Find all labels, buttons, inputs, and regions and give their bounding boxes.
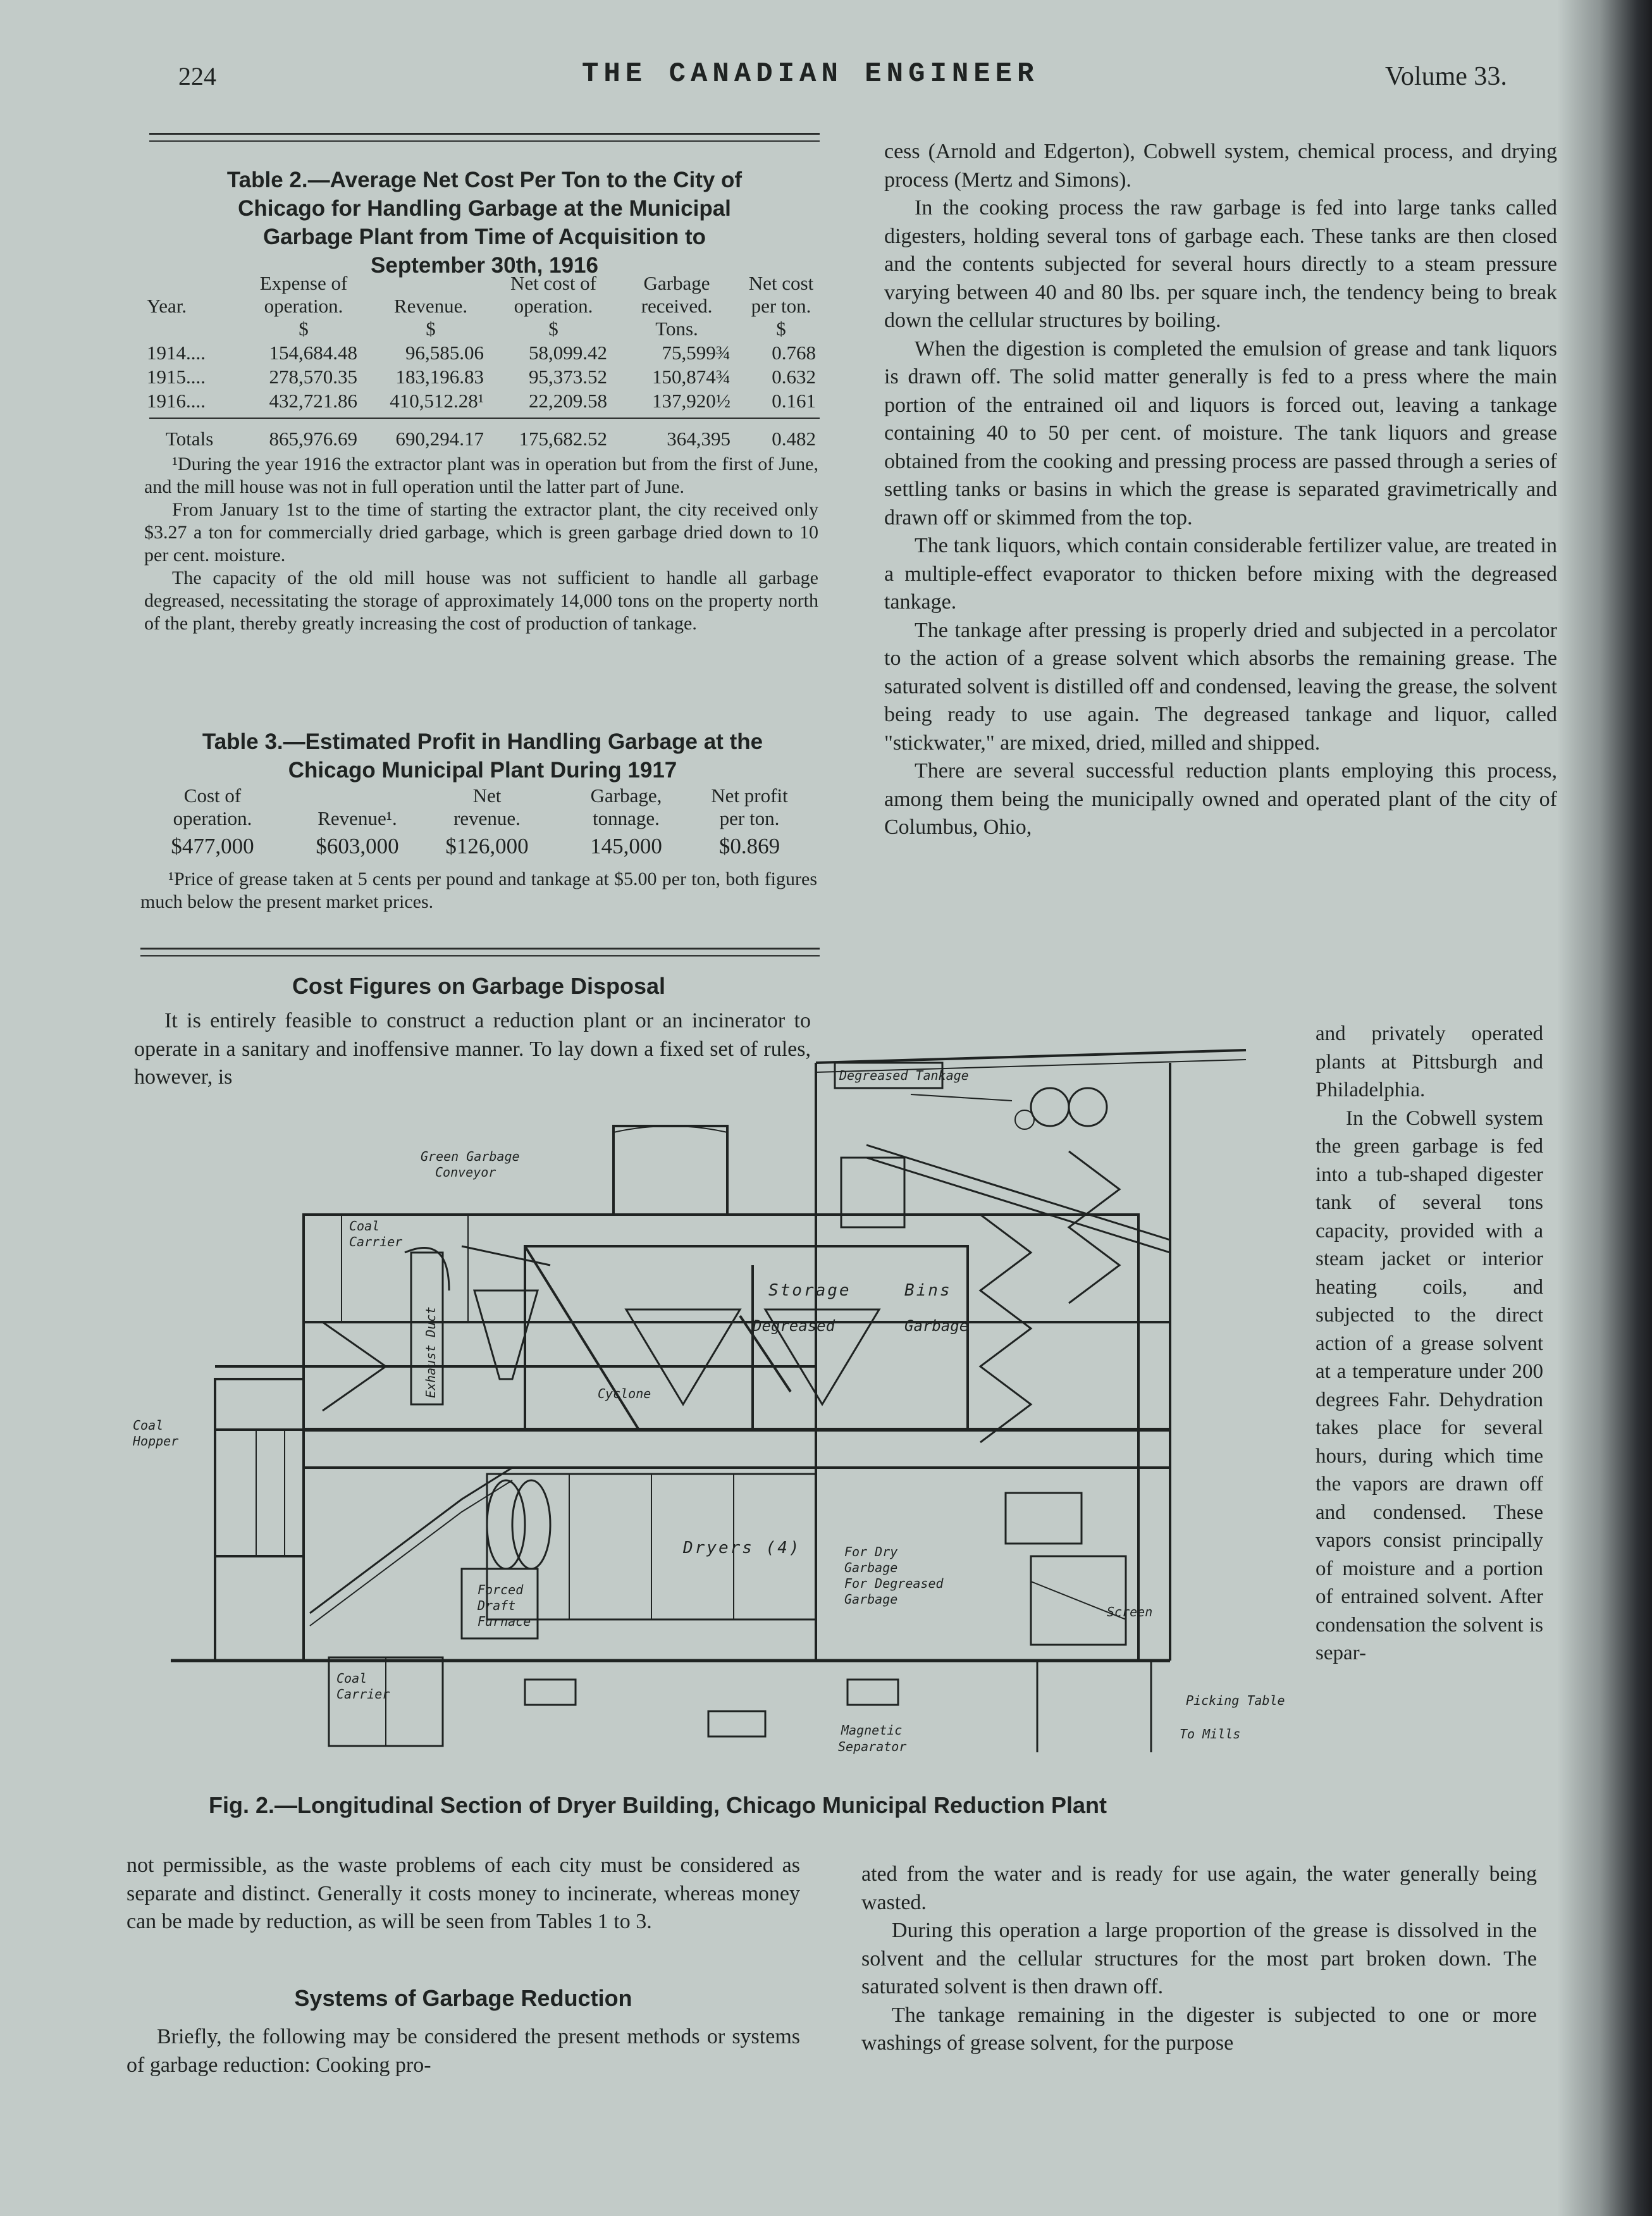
figure-label: Garbage bbox=[904, 1317, 969, 1335]
section-heading-systems: Systems of Garbage Reduction bbox=[294, 1985, 632, 2011]
footnote: The capacity of the old mill house was not sufficient to handle all garbage degreased, necessitating the storage of approximately 14,000 tons on the property north of the plant, thereby greatly increasing the cost of production of tankage. bbox=[144, 567, 818, 634]
table2-unit: Tons. bbox=[655, 318, 698, 340]
table2-top-rule bbox=[149, 133, 820, 135]
paragraph: In the Cobwell system the green garbage is fed into a tub-shaped digester tank of several tons capacity, provided with a steam jacket or interior heating coils, and subjected to the direct action of a grease solvent at a temperature under 200 degrees Fahr. Dehydration takes place for several hours, during which time the vapors are drawn off and condensed. These vapors consist principally of moisture and a portion of entrained solvent. After condensation the solvent is separ- bbox=[1316, 1106, 1543, 1664]
paragraph: not permissible, as the waste problems of each city must be considered as separate and distinct. Generally it costs money to incinerate, whereas money can be made by reduction, as will be seen from Tables 1 to 3. bbox=[126, 1854, 800, 1933]
table2-cell: 58,099.42 bbox=[529, 342, 607, 364]
left-paragraph-2 bbox=[126, 2023, 800, 2079]
table3-cell: 145,000 bbox=[590, 834, 662, 858]
table2-cell: 0.768 bbox=[772, 342, 816, 364]
table3-cell: $603,000 bbox=[316, 834, 399, 858]
figure-label: To Mills bbox=[1180, 1726, 1241, 1742]
section-heading-cost-figures: Cost Figures on Garbage Disposal bbox=[292, 973, 666, 999]
table3-header: Net profit bbox=[711, 784, 788, 807]
table2-header: Year. bbox=[147, 295, 187, 317]
table2-header: Expense of bbox=[259, 272, 348, 294]
figure-label: Degreased Tankage bbox=[839, 1068, 969, 1083]
table3-title-line: Chicago Municipal Plant During 1917 bbox=[288, 758, 677, 783]
paragraph: and privately operated plants at Pittsburgh and Philadelphia. bbox=[1316, 1022, 1543, 1101]
table3-header: revenue. bbox=[453, 807, 521, 829]
table3-title bbox=[144, 727, 821, 784]
table2-top-rule-2 bbox=[149, 140, 820, 142]
table2-cell: 137,920½ bbox=[652, 390, 730, 412]
table2-cell: 96,585.06 bbox=[405, 342, 484, 364]
table2-cell: 95,373.52 bbox=[529, 366, 607, 388]
figure-label: For Dry bbox=[844, 1544, 898, 1559]
figure-label: Green Garbage bbox=[421, 1149, 520, 1164]
paragraph: There are several successful reduction plants employing this process, among them being the municipally owned and operated plant of the city of Columbus, Ohio, bbox=[884, 759, 1557, 839]
figure-label: Dryers (4) bbox=[683, 1538, 801, 1557]
table2-cell: 154,684.48 bbox=[269, 342, 357, 364]
paragraph: When the digestion is completed the emulsion of grease and tank liquors is drawn off. The solid matter generally is fed to a press where the main portion of the entrained oil and liquors is forced out, leaving a tankage containing 40 to 50 per cent. of moisture. The tank liquors and grease obtained from the cooking and pressing process are passed through a series of settling tanks or basins in which the grease is separated gravimetrically and drawn off or skimmed from the top. bbox=[884, 337, 1557, 529]
figure-label: Degreased bbox=[753, 1317, 835, 1335]
table2-footnotes bbox=[144, 453, 818, 635]
figure-label: Furnace bbox=[478, 1614, 531, 1629]
figure-label: Draft bbox=[478, 1598, 516, 1613]
table2-cell: 1916.... bbox=[147, 390, 206, 412]
page-number: 224 bbox=[178, 62, 216, 90]
table2-cell: 432,721.86 bbox=[269, 390, 357, 412]
dryer-building-section-figure bbox=[133, 1025, 1303, 1784]
table2-cell: 0.482 bbox=[772, 428, 816, 450]
table2-cell: 1915.... bbox=[147, 366, 206, 388]
right-column-bottom bbox=[861, 1860, 1537, 2058]
figure-label: Magnetic bbox=[841, 1723, 903, 1738]
table2-cell: 22,209.58 bbox=[529, 390, 607, 412]
paragraph: The tank liquors, which contain considerable fertilizer value, are treated in a multiple-effect evaporator to thicken before mixing with the degreased tankage. bbox=[884, 534, 1557, 614]
figure-label: Cyclone bbox=[598, 1386, 651, 1401]
table2-header: operation. bbox=[264, 295, 343, 317]
table2-unit: $ bbox=[299, 318, 309, 340]
right-column-top bbox=[884, 138, 1557, 842]
journal-title: THE CANADIAN ENGINEER bbox=[582, 58, 1039, 90]
table2-title bbox=[149, 166, 820, 280]
table3-header: per ton. bbox=[719, 807, 780, 829]
table2-header: Garbage bbox=[643, 272, 710, 294]
table3-header: Net bbox=[472, 784, 502, 807]
paragraph: It is entirely feasible to construct a reduction plant or an incinerator to operate in a sanitary and inoffensive manner. To lay down a fixed set of rules, however, is bbox=[134, 1009, 811, 1089]
footnote: ¹Price of grease taken at 5 cents per pound and tankage at $5.00 per ton, both figures much below the present market prices. bbox=[140, 869, 817, 912]
table2-cell: 690,294.17 bbox=[395, 428, 484, 450]
table2-unit: $ bbox=[776, 318, 786, 340]
figure-label: Conveyor bbox=[435, 1165, 496, 1180]
figure-label: Coal bbox=[133, 1418, 164, 1433]
table2-cell: 410,512.28¹ bbox=[390, 390, 484, 412]
table2-cell: 278,570.35 bbox=[269, 366, 357, 388]
table2-cell: 364,395 bbox=[667, 428, 730, 450]
figure-label: Coal bbox=[336, 1671, 367, 1686]
figure-caption: Fig. 2.—Longitudinal Section of Dryer Building, Chicago Municipal Reduction Plant bbox=[209, 1792, 1107, 1818]
paragraph: In the cooking process the raw garbage is fed into large tanks called digesters, holding several tons of garbage each. These tanks are then closed and the contents subjected for several hours directly to a steam pressure varying between 40 and 80 lbs. per square inch, the tendency being to break down the cellular structures by boiling. bbox=[884, 196, 1557, 332]
footnote: From January 1st to the time of starting the extractor plant, the city received only $3.27 a ton for commercially dried garbage, which is green garbage dried down to 10 per cent. moisture. bbox=[144, 499, 818, 566]
table2-title-line: Chicago for Handling Garbage at the Municipal bbox=[238, 196, 731, 221]
table3-header: tonnage. bbox=[593, 807, 660, 829]
paragraph: ated from the water and is ready for use again, the water generally being wasted. bbox=[861, 1862, 1537, 1914]
footnote: ¹During the year 1916 the extractor plant was in operation but from the first of June, and the mill house was not in full operation until the latter part of June. bbox=[144, 454, 818, 497]
figure-label: For Degreased bbox=[844, 1576, 944, 1591]
table2-cell: 0.632 bbox=[772, 366, 816, 388]
paragraph: cess (Arnold and Edgerton), Cobwell system, chemical process, and drying process (Mertz and Simons). bbox=[884, 140, 1557, 192]
table2-header: Net cost of bbox=[510, 272, 597, 294]
table2-cell: 1914.... bbox=[147, 342, 206, 364]
figure-label: Coal bbox=[349, 1218, 380, 1234]
figure-label: Garbage bbox=[844, 1560, 898, 1575]
left-paragraph-1-cont bbox=[126, 1852, 800, 1936]
table2-header: Net cost bbox=[748, 272, 814, 294]
figure-label: Hopper bbox=[133, 1433, 179, 1449]
table2-total-rule bbox=[149, 418, 820, 419]
table2-cell: 150,874¾ bbox=[652, 366, 730, 388]
table2-cell: 865,976.69 bbox=[269, 428, 357, 450]
volume-label: Volume 33. bbox=[1385, 62, 1507, 91]
table2-cell: Totals bbox=[166, 428, 214, 450]
table2-header: per ton. bbox=[751, 295, 811, 317]
figure-label: Screen bbox=[1107, 1604, 1153, 1619]
table2-header: Revenue. bbox=[393, 295, 468, 317]
table3-bottom-rule-2 bbox=[140, 955, 820, 956]
figure-label: Carrier bbox=[336, 1687, 390, 1702]
table2-unit: $ bbox=[548, 318, 558, 340]
right-column-narrow bbox=[1316, 1020, 1543, 1668]
table2-unit: $ bbox=[426, 318, 436, 340]
figure-label: Storage bbox=[768, 1281, 851, 1300]
figure-label: Carrier bbox=[349, 1234, 403, 1249]
paragraph: The tankage remaining in the digester is subjected to one or more washings of grease solvent, for the purpose bbox=[861, 2003, 1537, 2055]
paragraph: During this operation a large proportion of the grease is dissolved in the solvent and the cellular structures for the most part broken down. The saturated solvent is then drawn off. bbox=[861, 1919, 1537, 1998]
figure-label: Exhaust Duct bbox=[423, 1306, 438, 1398]
table3-header: Cost of bbox=[183, 784, 242, 807]
table3-cell: $0.869 bbox=[718, 834, 780, 858]
table2-title-line: September 30th, 1916 bbox=[371, 253, 598, 278]
table2-header: received. bbox=[641, 295, 713, 317]
figure-label: Bins bbox=[904, 1281, 952, 1300]
table3-cell: $477,000 bbox=[171, 834, 254, 858]
table3-header: operation. bbox=[173, 807, 252, 829]
figure-label: Separator bbox=[838, 1739, 907, 1754]
table2-title-line: Garbage Plant from Time of Acquisition to bbox=[262, 225, 706, 249]
table3-title-line: Table 3.—Estimated Profit in Handling Garbage at the bbox=[202, 729, 763, 754]
table2-cell: 175,682.52 bbox=[519, 428, 607, 450]
table3-footnote bbox=[140, 868, 817, 913]
figure-label: Garbage bbox=[844, 1592, 898, 1607]
table3-header: Garbage, bbox=[590, 784, 662, 807]
table3-cell: $126,000 bbox=[445, 834, 529, 858]
table2-title-line: Table 2.—Average Net Cost Per Ton to the City of bbox=[226, 168, 743, 192]
paragraph: The tankage after pressing is properly dried and subjected in a percolator to the action of a grease solvent which absorbs the remaining grease. The saturated solvent is distilled off and condensed, leaving the grease, the solvent being ready to use again. The degreased tankage and liquor, called "stickwater," are mixed, dried, milled and shipped. bbox=[884, 618, 1557, 755]
book-spine-shadow bbox=[1557, 0, 1652, 2216]
table3-header: Revenue¹. bbox=[317, 807, 397, 829]
figure-label: Forced bbox=[478, 1582, 524, 1597]
table2-cell: 183,196.83 bbox=[395, 366, 484, 388]
figure-drawing bbox=[133, 1025, 1303, 1784]
figure-label: Picking Table bbox=[1186, 1693, 1285, 1708]
paragraph: Briefly, the following may be considered the present methods or systems of garbage reduction: Cooking pro- bbox=[126, 2025, 800, 2077]
table2-cell: 75,599¾ bbox=[662, 342, 730, 364]
table2-header: operation. bbox=[514, 295, 593, 317]
table3-bottom-rule bbox=[140, 948, 820, 950]
table2-cell: 0.161 bbox=[772, 390, 816, 412]
